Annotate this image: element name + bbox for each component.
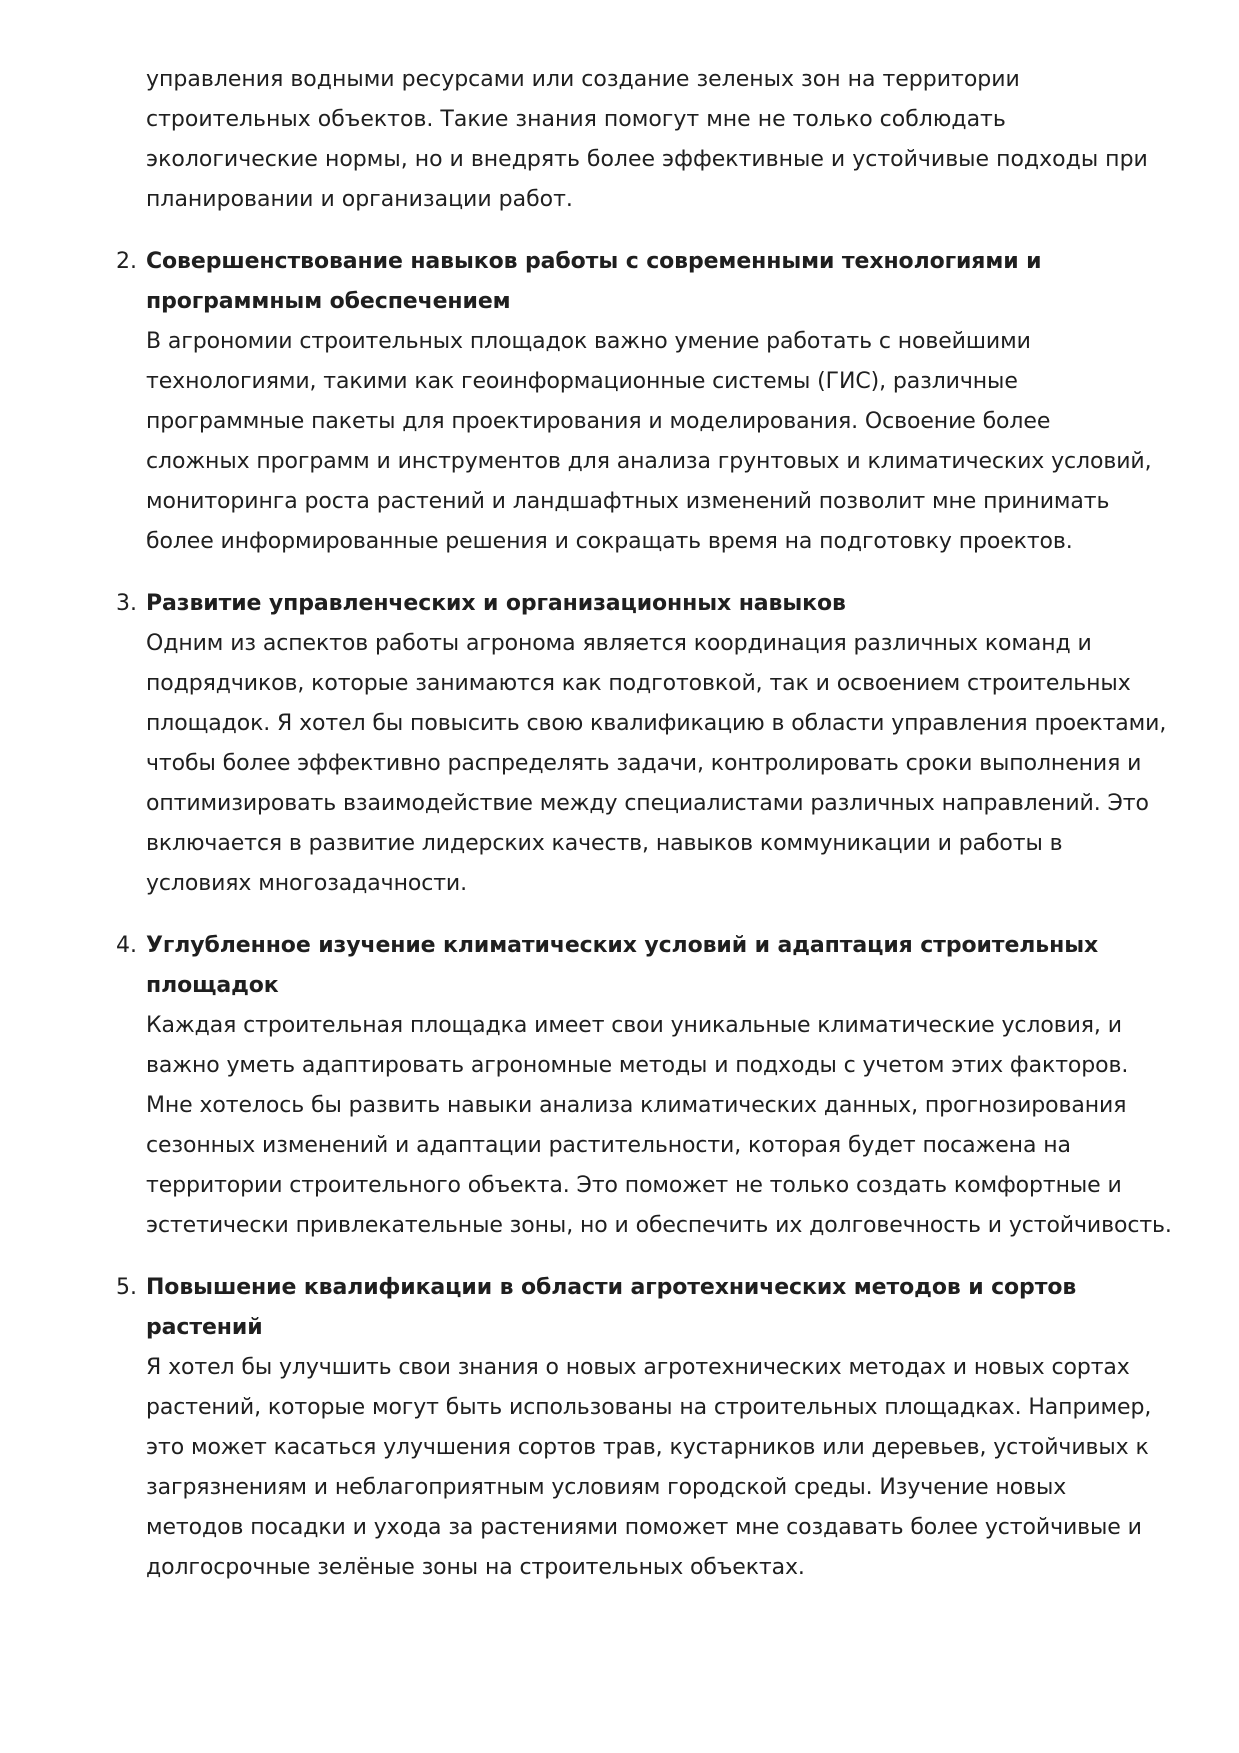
item-title [146,242,1176,322]
title-line: программным обеспечением [146,289,511,314]
body-line: Я хотел бы улучшить свои знания о новых агротехнических методах и новых сортах [146,1355,1130,1380]
list-item-5 [116,1268,1176,1588]
body-line: важно уметь адаптировать агрономные методы и подходы с учетом этих факторов. [146,1053,1129,1078]
intro-line: строительных объектов. Такие знания помогут мне не только соблюдать [146,107,1006,132]
body-line: сезонных изменений и адаптации растительности, которая будет посажена на [146,1133,1071,1158]
intro-line: планировании и организации работ. [146,187,573,212]
body-line: оптимизировать взаимодействие между специалистами различных направлений. Это [146,791,1149,816]
body-line: эстетически привлекательные зоны, но и обеспечить их долговечность и устойчивость. [146,1213,1172,1238]
body-line: мониторинга роста растений и ландшафтных изменений позволит мне принимать [146,489,1110,514]
document-content [116,60,1176,1588]
list-number: 3. [116,591,137,616]
intro-line: управления водными ресурсами или создание зеленых зон на территории [146,67,1020,92]
body-line: это может касаться улучшения сортов трав, кустарников или деревьев, устойчивых к [146,1435,1149,1460]
body-line: долгосрочные зелёные зоны на строительных объектах. [146,1555,805,1580]
body-line: Мне хотелось бы развить навыки анализа климатических данных, прогнозирования [146,1093,1127,1118]
title-line: Повышение квалификации в области агротехнических методов и сортов [146,1275,1077,1300]
list-number: 5. [116,1275,137,1300]
list-item-2 [116,242,1176,562]
body-line: В агрономии строительных площадок важно умение работать с новейшими [146,329,1031,354]
body-line: территории строительного объекта. Это поможет не только создать комфортные и [146,1173,1122,1198]
title-line: площадок [146,973,279,998]
title-line: Развитие управленческих и организационных навыков [146,591,846,616]
body-line: Каждая строительная площадка имеет свои уникальные климатические условия, и [146,1013,1122,1038]
item-body [146,1348,1176,1588]
item-title [146,584,1176,624]
body-line: условиях многозадачности. [146,871,468,896]
intro-paragraph [146,60,1176,220]
intro-line: экологические нормы, но и внедрять более эффективные и устойчивые подходы при [146,147,1148,172]
item-body [146,322,1176,562]
body-line: Одним из аспектов работы агронома является координация различных команд и [146,631,1092,656]
body-line: площадок. Я хотел бы повысить свою квалификацию в области управления проектами, [146,711,1167,736]
item-body [146,1006,1176,1246]
body-line: методов посадки и ухода за растениями поможет мне создавать более устойчивые и [146,1515,1142,1540]
body-line: программные пакеты для проектирования и моделирования. Освоение более [146,409,1051,434]
body-line: загрязнениям и неблагоприятным условиям городской среды. Изучение новых [146,1475,1067,1500]
item-title [146,1268,1176,1348]
body-line: более информированные решения и сокращать время на подготовку проектов. [146,529,1073,554]
list-number: 4. [116,933,137,958]
item-body [146,624,1176,904]
list-item-4 [116,926,1176,1246]
body-line: чтобы более эффективно распределять задачи, контролировать сроки выполнения и [146,751,1142,776]
body-line: включается в развитие лидерских качеств, навыков коммуникации и работы в [146,831,1063,856]
title-line: растений [146,1315,263,1340]
list-item-3 [116,584,1176,904]
body-line: технологиями, такими как геоинформационные системы (ГИС), различные [146,369,1018,394]
body-line: подрядчиков, которые занимаются как подготовкой, так и освоением строительных [146,671,1131,696]
title-line: Совершенствование навыков работы с современными технологиями и [146,249,1042,274]
item-title [146,926,1176,1006]
body-line: растений, которые могут быть использованы на строительных площадках. Например, [146,1395,1152,1420]
list-number: 2. [116,249,137,274]
body-line: сложных программ и инструментов для анализа грунтовых и климатических условий, [146,449,1152,474]
title-line: Углубленное изучение климатических условий и адаптация строительных [146,933,1099,958]
